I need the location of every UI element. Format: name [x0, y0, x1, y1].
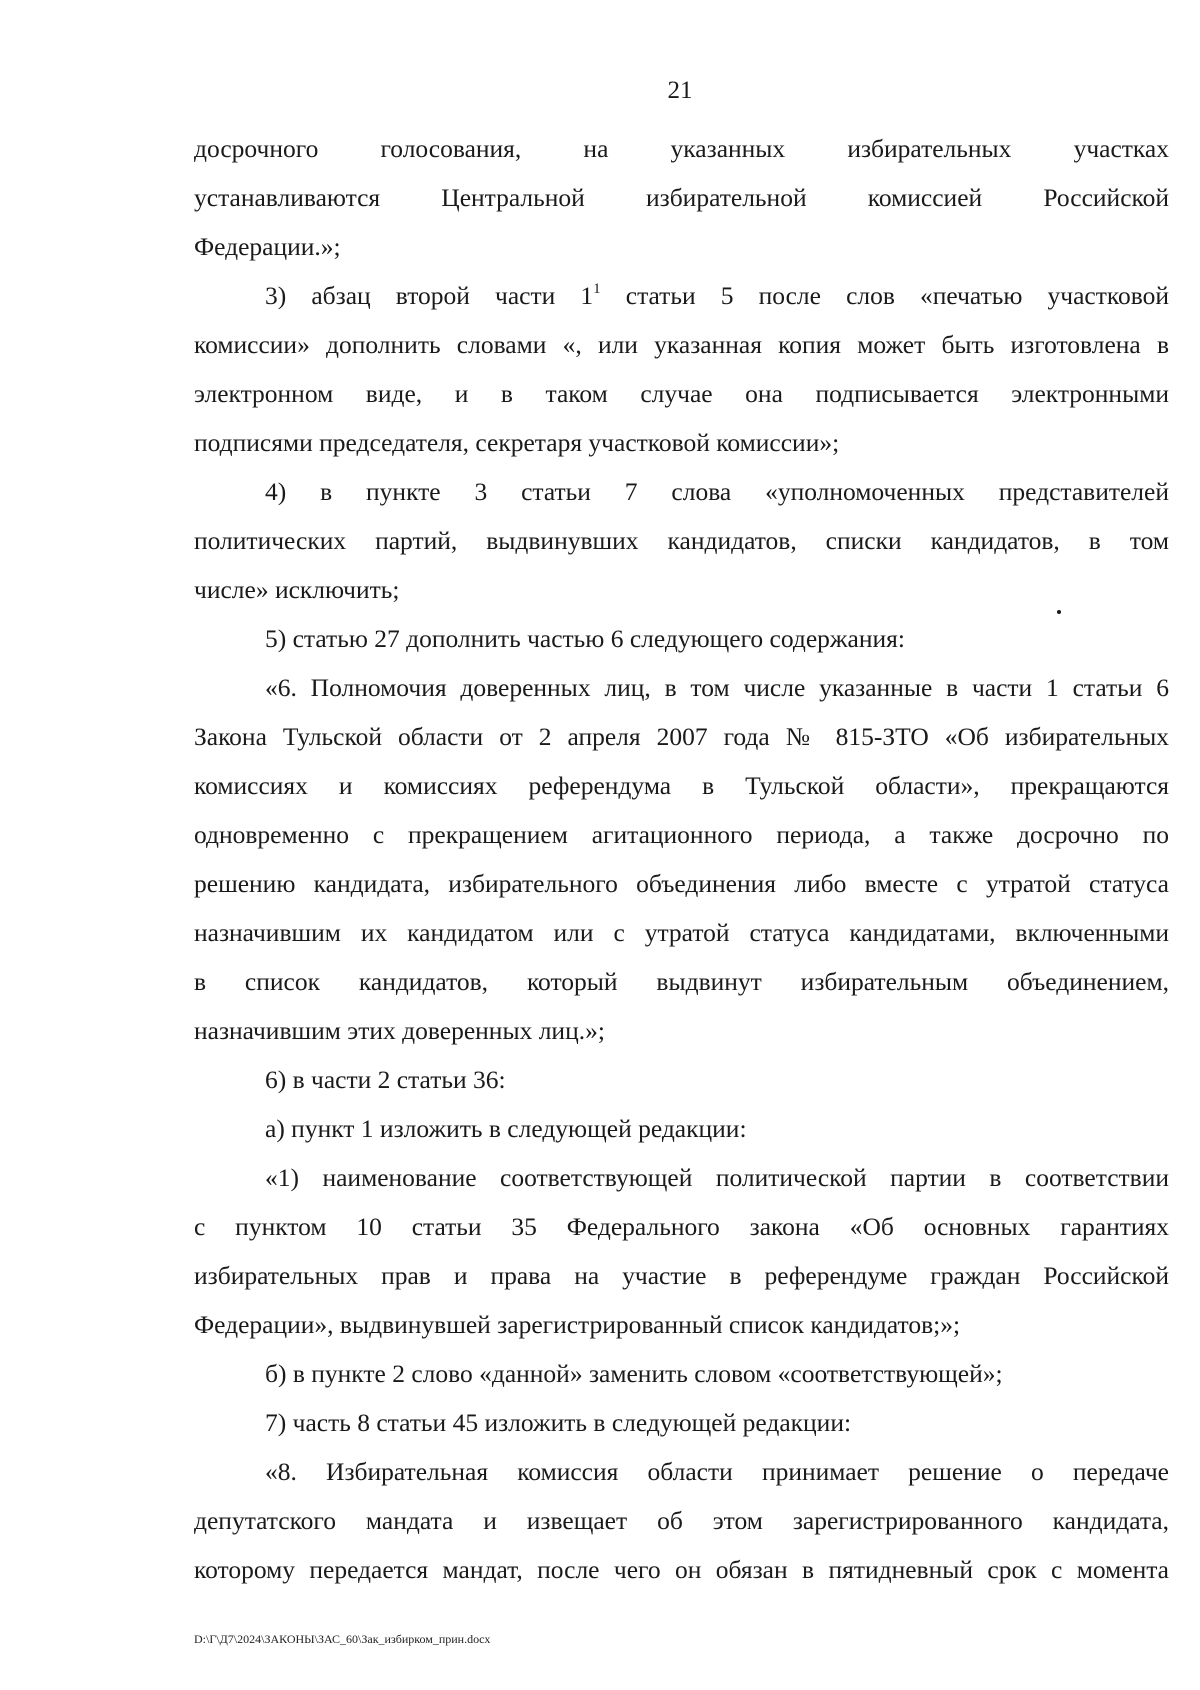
page-number: 21	[667, 77, 693, 104]
text-line: Федерации», выдвинувшей зарегистрированный список кандидатов;»;	[194, 1310, 961, 1339]
text-line: назначившим их кандидатом или с утратой статуса кандидатами, включенными	[194, 918, 1169, 947]
text-line: «6. Полномочия доверенных лиц, в том числе указанные в части 1 статьи 6	[265, 673, 1169, 702]
text-line: решению кандидата, избирательного объединения либо вместе с утратой статуса	[194, 869, 1169, 898]
text-line: которому передается мандат, после чего он обязан в пятидневный срок с момента	[194, 1555, 1169, 1584]
text-line: одновременно с прекращением агитационного периода, а также досрочно по	[194, 820, 1169, 849]
text-line: 7) часть 8 статьи 45 изложить в следующей редакции:	[265, 1408, 852, 1437]
text-line: с пунктом 10 статьи 35 Федерального закона «Об основных гарантиях	[194, 1212, 1169, 1241]
text-line: «8. Избирательная комиссия области принимает решение о передаче	[265, 1457, 1169, 1486]
text-line: комиссиях и комиссиях референдума в Тульской области», прекращаются	[194, 771, 1169, 800]
text-line: 6) в части 2 статьи 36:	[265, 1065, 506, 1094]
text-line: назначившим этих доверенных лиц.»;	[194, 1016, 605, 1045]
text-line: а) пункт 1 изложить в следующей редакции:	[265, 1114, 747, 1143]
text-fragment: статьи 5 после слов «печатью участковой	[600, 281, 1169, 310]
text-line: электронном виде, и в таком случае она подписывается электронными	[194, 379, 1169, 408]
text-line	[194, 281, 1169, 311]
text-line: «1) наименование соответствующей политической партии в соответствии	[265, 1163, 1169, 1192]
text-line: 5) статью 27 дополнить частью 6 следующего содержания:	[265, 624, 905, 653]
text-line: комиссии» дополнить словами «, или указанная копия может быть изготовлена в	[194, 330, 1169, 359]
superscript: 1	[593, 281, 601, 297]
file-path-footer: D:\Г\Д7\2024\ЗАКОНЫ\ЗАС_60\Зак_избирком_прин.docx	[194, 1632, 491, 1646]
text-line: 4) в пункте 3 статьи 7 слова «уполномоченных представителей	[265, 477, 1169, 506]
text-line: политических партий, выдвинувших кандидатов, списки кандидатов, в том	[194, 526, 1169, 555]
text-line: избирательных прав и права на участие в референдуме граждан Российской	[194, 1261, 1169, 1290]
scan-speck	[1057, 610, 1061, 614]
text-line: устанавливаются Центральной избирательной комиссией Российской	[194, 183, 1169, 212]
text-line: депутатского мандата и извещает об этом зарегистрированного кандидата,	[194, 1506, 1169, 1535]
text-line: Закона Тульской области от 2 апреля 2007 года № 815-ЗТО «Об избирательных	[194, 722, 1169, 751]
text-line: в список кандидатов, который выдвинут избирательным объединением,	[194, 967, 1169, 996]
text-line: досрочного голосования, на указанных избирательных участках	[194, 134, 1169, 163]
text-line: числе» исключить;	[194, 575, 400, 604]
text-line: б) в пункте 2 слово «данной» заменить словом «соответствующей»;	[265, 1359, 1003, 1388]
text-line: Федерации.»;	[194, 232, 341, 261]
text-fragment: 3) абзац второй части 1	[265, 281, 594, 310]
text-line: подписями председателя, секретаря участковой комиссии»;	[194, 428, 840, 457]
document-body	[194, 134, 1169, 1604]
